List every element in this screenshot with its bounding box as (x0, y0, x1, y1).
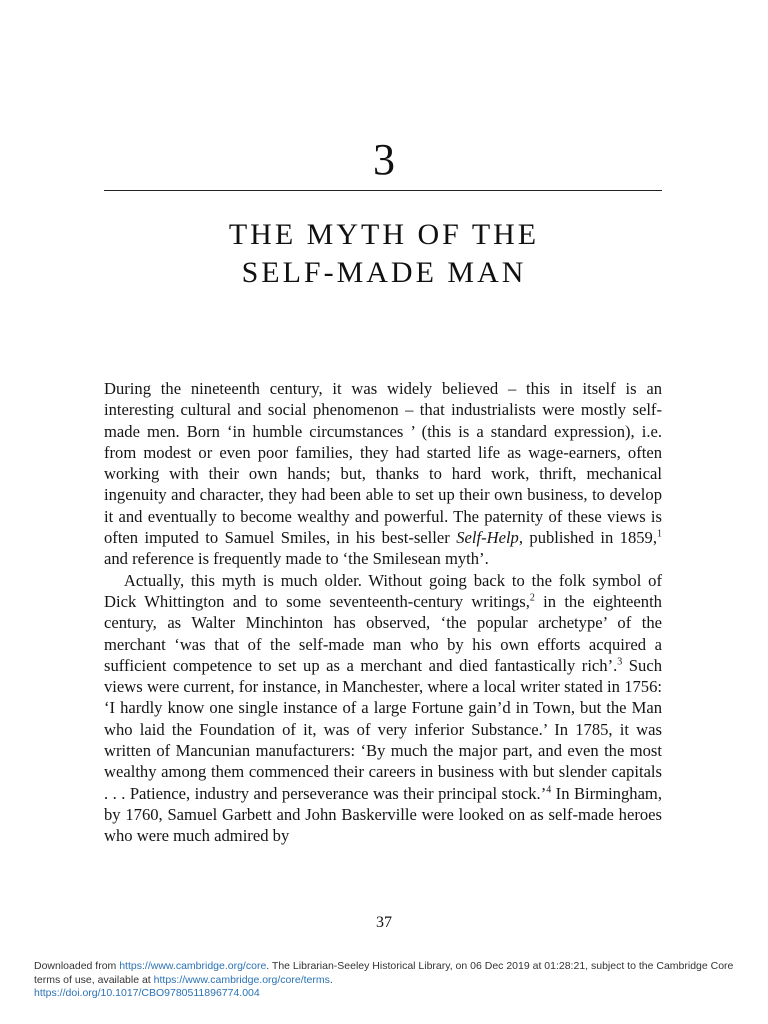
footer-library-text: . The Librarian-Seeley Historical Library, on 06 Dec 2019 at 01:28:21, subject to the Cambridge Core terms of use, available at (34, 960, 734, 986)
chapter-number: 3 (373, 135, 395, 184)
doi-link[interactable]: https://doi.org/10.1017/CBO9780511896774.004 (34, 987, 260, 999)
paragraph-2-text-b: in the eighteenth century, as Walter Minchinton has observed, ‘the popular archetype’ of the merchant ‘was that of the self-made man who by his own efforts acquired a sufficient competence to set up as a merchant and died fantastically rich’. (104, 591, 662, 675)
footer-period: . (329, 973, 333, 986)
paragraph-1-text-a: During the nineteenth century, it was widely believed – this in itself is an interesting cultural and social phenomenon – that industrialists were mostly self-made men. Born ‘in humble circumstances ’ (this is a standard expression), i.e. from modest or even poor families, they had started life as wage-earners, often working with their own hands; but, thanks to hard work, thrift, mechanical ingenuity and character, they had been able to set up their own business, to develop it and eventually to become wealthy and powerful. The paternity of these views is often imputed to Samuel Smiles, in his best-seller (104, 379, 662, 548)
footer-downloaded-from: Downloaded from (34, 960, 120, 972)
paragraph-2-text-c: Such views were current, for instance, in Manchester, where a local writer stated in 1756: ‘I hardly know one single instance of a large Fortune gain’d in Town, but the Man who laid the Foundation of it, was of very inferior Substance.’ In 1785, it was written of Mancunian manufacturers: ‘By much the major part, and even the most wealthy among them commenced their careers in business with but slender capitals . . . Patience, industry and perseverance was their principal stock.’ (104, 655, 662, 803)
page-number: 37 (376, 914, 392, 931)
chapter-title-line-2: SELF-MADE MAN (241, 256, 527, 289)
chapter-title (0, 216, 768, 292)
core-link[interactable]: https://www.cambridge.org/core (119, 960, 267, 972)
chapter-title-line-1: THE MYTH OF THE (228, 218, 540, 251)
footnote-ref-3[interactable]: 3 (617, 656, 623, 668)
terms-link[interactable]: https://www.cambridge.org/core/terms (153, 973, 330, 986)
paragraph-1 (104, 378, 662, 570)
paragraph-2 (104, 570, 662, 847)
footnote-ref-1[interactable]: 1 (657, 528, 662, 540)
paragraph-2-text-a: Actually, this myth is much older. Without going back to the folk symbol of Dick Whittington and to some seventeenth-century writings, (104, 570, 662, 611)
paragraph-2-text-d: In Birmingham, by 1760, Samuel Garbett and John Baskerville were looked on as self-made heroes who were much admired by (104, 783, 662, 846)
chapter-rule (104, 190, 662, 191)
footnote-ref-2[interactable]: 2 (529, 592, 535, 604)
paragraph-1-text-c: and reference is frequently made to ‘the Smilesean myth’. (104, 549, 489, 569)
paragraph-1-text-b: , published in 1859, (518, 528, 657, 548)
body-text (104, 378, 662, 847)
footnote-ref-4[interactable]: 4 (546, 784, 552, 796)
book-title-self-help: Self-Help (456, 528, 519, 548)
download-footer (34, 960, 754, 1001)
